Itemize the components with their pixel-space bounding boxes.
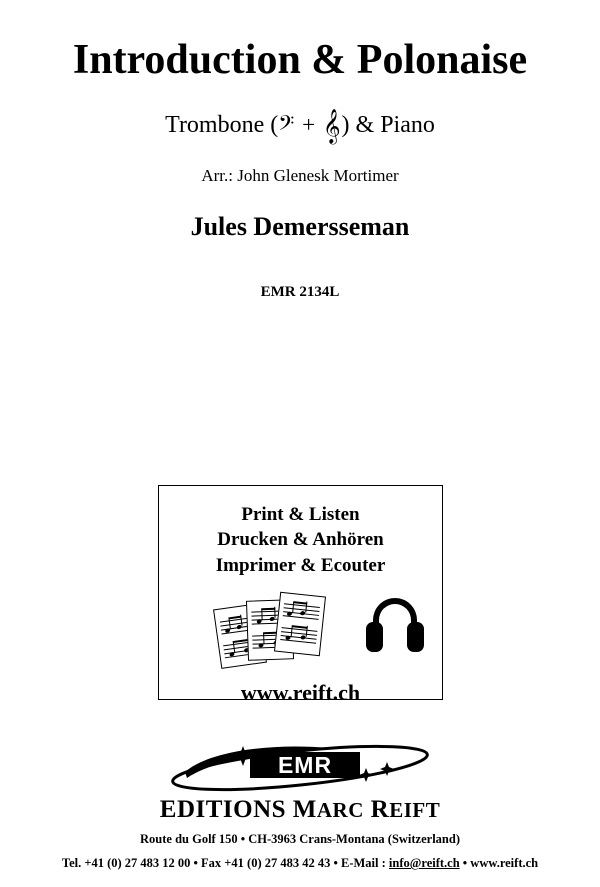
promo-url[interactable]: www.reift.ch [240,679,361,705]
print-and-listen-box [158,485,443,705]
emr-logo-icon [155,738,445,794]
contact-suffix: • www.reift.ch [459,856,539,871]
promo-line-english: Print & Listen [241,504,360,525]
publisher-name-r: R [370,796,390,823]
promo-line-french: Imprimer & Ecouter [215,554,386,576]
publisher-name [0,796,600,824]
svg-text:EMR: EMR [277,752,333,778]
promo-lines [159,502,442,578]
arranger: Arr.: John Glenesk Mortimer [201,166,399,186]
instrumentation-line [0,106,600,144]
email-link[interactable]: info@reift.ch [388,856,460,871]
publisher-footer [0,738,600,872]
catalog-number: EMR 2134L [260,284,340,301]
publisher-name-m: M [292,796,317,823]
headphones-icon [366,598,424,654]
publisher-name-eift: EIFT [389,798,441,822]
bass-clef-icon: 𝄢 [278,113,296,141]
promo-line-german: Drucken & Anhören [217,529,384,551]
promo-graphics [159,586,442,672]
treble-clef-icon: 𝄞 [322,110,342,144]
publisher-name-arc: ARC [316,798,364,822]
instrumentation-prefix: Trombone ( [165,112,279,139]
publisher-address: Route du Golf 150 • CH-3963 Crans-Montana (Switzerland) [140,832,460,846]
contact-prefix: Tel. +41 (0) 27 483 12 00 • Fax +41 (0) 27 483 42 43 • E-Mail : [61,856,389,871]
cover-page [0,38,600,887]
instrumentation-suffix: ) & Piano [341,112,435,139]
composer: Jules Demersseman [190,212,410,242]
sheet-music-icon [217,592,325,666]
publisher-contact [0,854,600,872]
clef-plus: + [295,112,323,138]
page-title: Introduction & Polonaise [72,37,528,83]
publisher-name-editions: EDITIONS [159,796,287,823]
